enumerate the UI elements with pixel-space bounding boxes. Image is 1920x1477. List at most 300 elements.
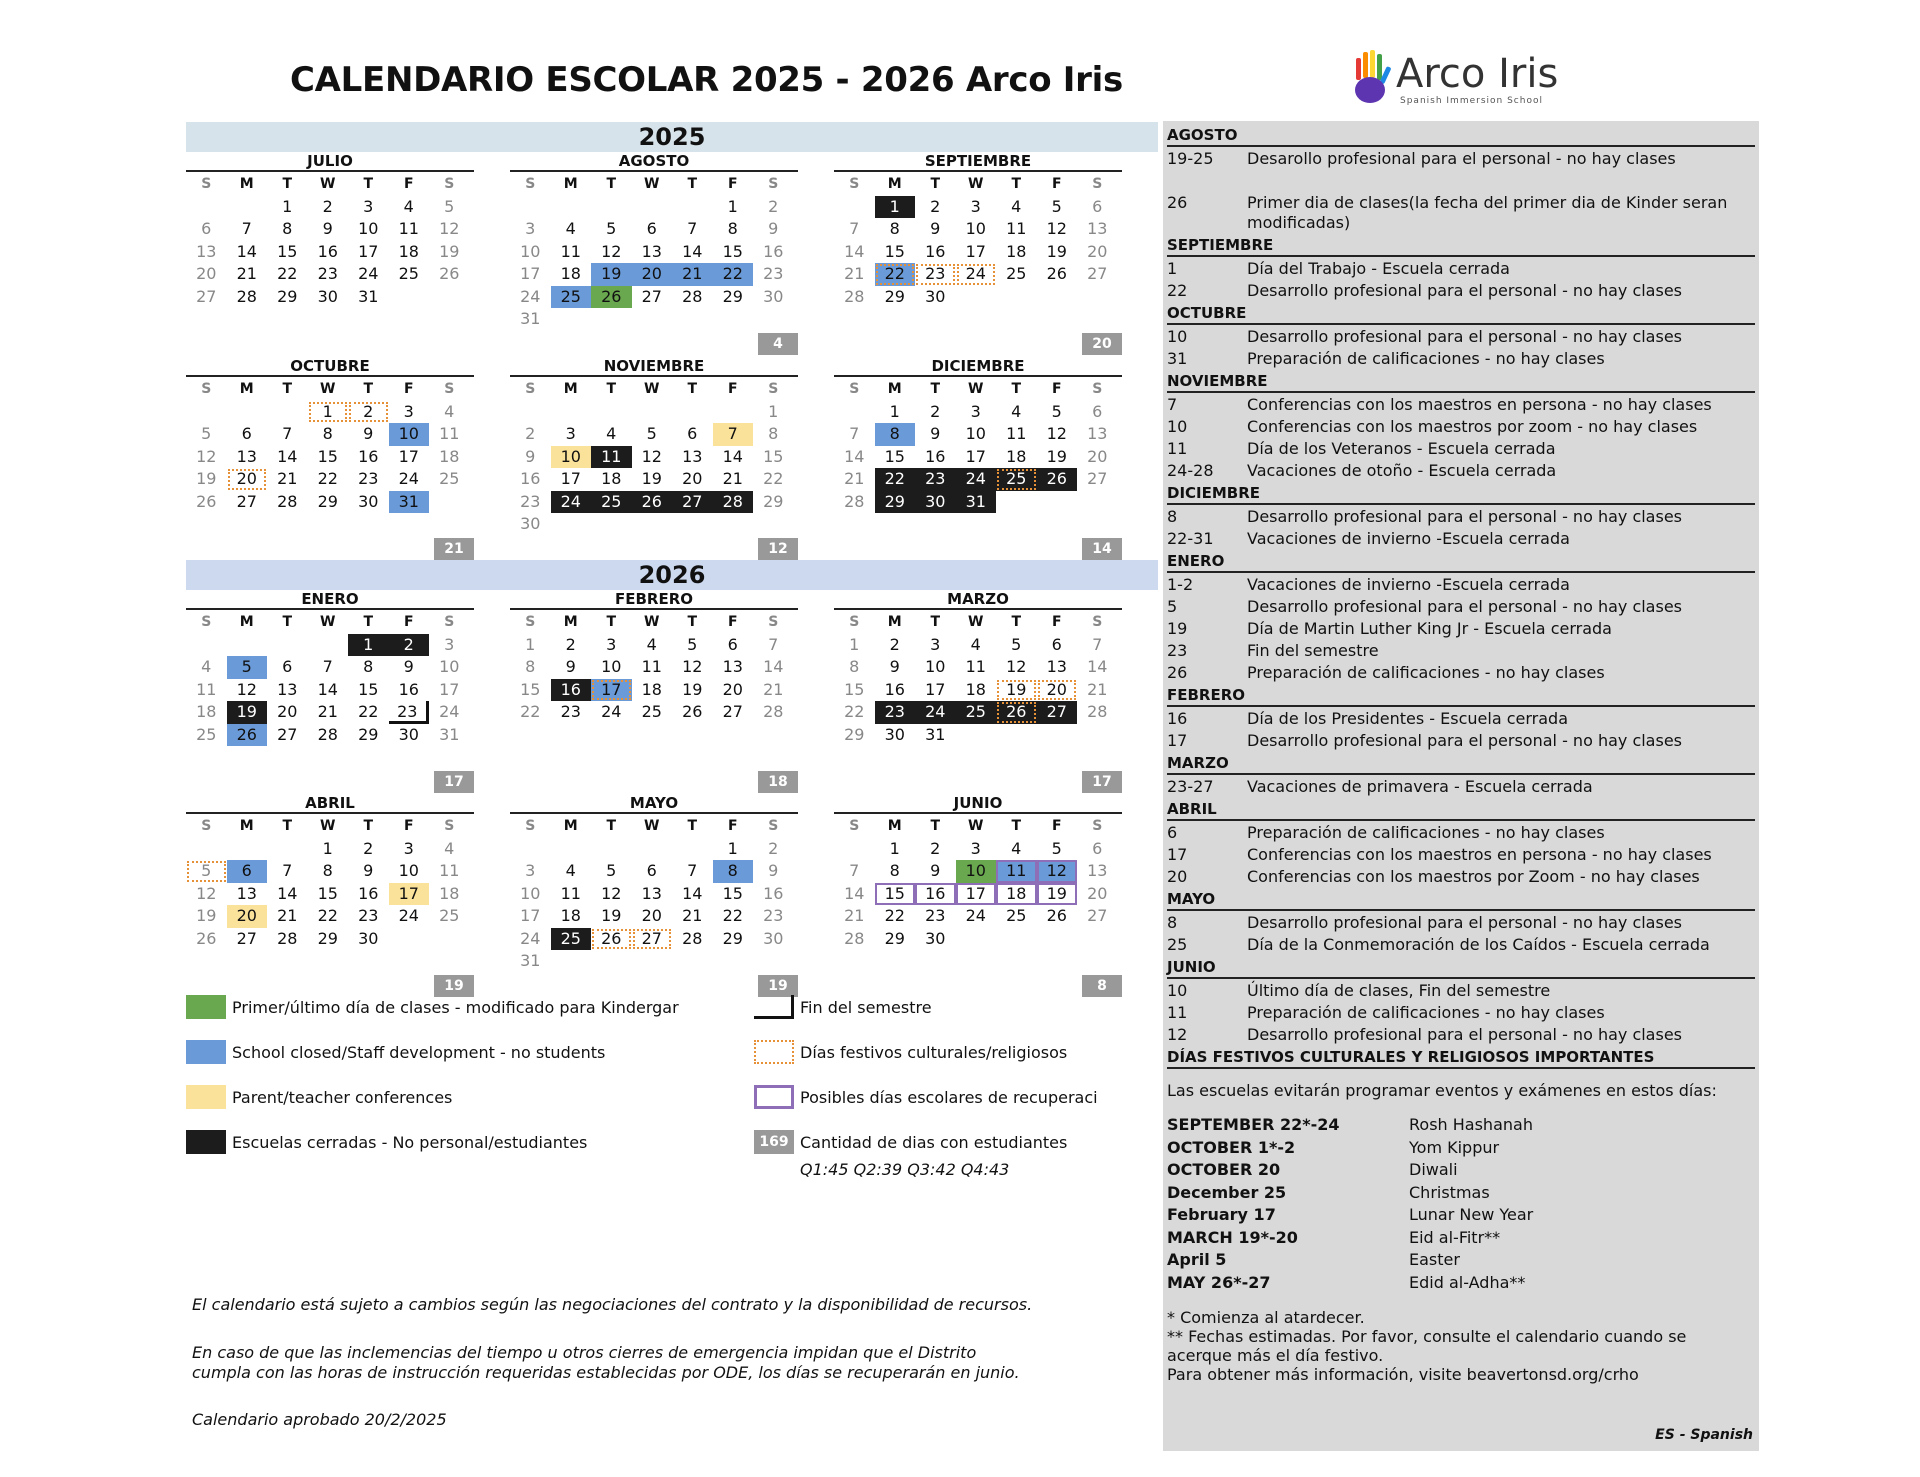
day-cell: 20 [277,702,298,721]
event-row [1167,663,1755,683]
month-enero [186,590,474,790]
event-date: 8 [1167,913,1178,932]
day-cell: 27 [632,928,673,951]
empty-cell [510,401,551,424]
day-cell: 13 [196,241,217,261]
events-section-heading: MARZO [1167,753,1755,775]
empty-cell [591,401,632,424]
weekday-header: F [1051,614,1062,630]
day-cell: 13 [236,883,257,903]
day-cell: 12 [439,219,460,238]
event-row [1167,597,1755,617]
day-cell: 1 [525,634,536,654]
day-cell: 18 [965,679,986,699]
day-cell: 9 [889,657,900,676]
day-cell: 3 [970,401,981,421]
day-cell: 9 [525,446,536,466]
weekday-header: F [727,614,738,630]
day-cell: 9 [768,861,779,880]
day-cell: 12 [1037,860,1078,883]
weekday-header: S [849,381,860,397]
event-date: 6 [1167,823,1178,842]
event-row [1167,417,1755,437]
month-noviembre [510,357,798,557]
day-cell: 6 [1092,838,1103,858]
legend-label: Fin del semestre [800,997,932,1017]
holiday-date: OCTOBER 1*-2 [1167,1137,1296,1157]
event-date: 23-27 [1167,777,1214,796]
holiday-row [1167,1272,1755,1295]
month-name: FEBRERO [510,591,798,610]
student-days-badge: 17 [1082,771,1122,793]
weekday-header: T [1011,818,1022,834]
empty-cell [672,196,713,219]
day-cell: 4 [1011,838,1022,858]
weekday-header: S [1092,818,1103,834]
day-cell: 4 [444,838,455,858]
weekday-header: T [1011,614,1022,630]
day-cell: 9 [768,219,779,238]
event-text: Desarrollo profesional para el personal - no hay clases [1247,1025,1682,1044]
student-days-badge: 8 [1082,975,1122,997]
day-cell: 15 [277,241,298,261]
day-cell: 21 [844,469,865,488]
day-cell: 19 [196,906,217,925]
day-cell: 4 [606,424,617,443]
day-cell: 27 [196,286,217,306]
weekday-header: S [201,176,212,192]
day-cell: 4 [201,657,212,676]
event-text: Preparación de calificaciones - no hay clases [1247,663,1605,682]
day-cell: 23 [358,906,379,925]
day-cell: 11 [996,860,1037,883]
day-cell: 11 [641,657,662,676]
weekday-header: S [768,614,779,630]
weekday-header: F [727,818,738,834]
day-cell: 1 [727,838,738,858]
day-cell: 28 [1087,702,1108,721]
event-text: Vacaciones de otoño - Escuela cerrada [1247,461,1557,480]
day-cell: 18 [1006,446,1027,466]
day-cell: 11 [439,424,460,443]
event-row [1167,1025,1755,1045]
day-cell: 6 [646,219,657,238]
day-cell: 9 [930,861,941,880]
weekday-header: W [320,818,336,834]
weekday-header: F [403,818,414,834]
day-cell: 31 [358,286,379,306]
day-cell: 5 [606,219,617,238]
day-cell: 26 [591,286,632,309]
day-cell: 29 [317,928,338,948]
day-cell: 9 [322,219,333,238]
empty-cell [551,838,592,861]
weekday-header: M [563,381,578,397]
day-cell: 28 [844,491,865,511]
day-cell: 10 [398,861,419,880]
holiday-row [1167,1204,1755,1227]
day-cell: 29 [844,724,865,744]
day-cell: 26 [1046,264,1067,283]
weekday-header: F [403,614,414,630]
day-cell: 13 [1087,219,1108,238]
day-cell: 6 [687,424,698,443]
day-cell: 21 [317,702,338,721]
legend-count-badge: 169 [754,1130,794,1154]
day-cell: 11 [398,219,419,238]
empty-cell [227,401,268,424]
student-days-badge: 4 [758,333,798,355]
day-cell: 19 [1046,446,1067,466]
day-cell: 14 [277,883,298,903]
day-cell: 28 [277,928,298,948]
day-cell: 22 [713,263,754,286]
day-cell: 19 [682,679,703,699]
empty-cell [834,196,875,219]
year-banner-2026: 2026 [186,560,1158,590]
day-cell: 2 [389,634,430,657]
day-cell: 13 [641,883,662,903]
event-text: Vacaciones de primavera - Escuela cerrada [1247,777,1593,796]
day-cell: 14 [844,446,865,466]
day-cell: 23 [925,906,946,925]
weekday-header: T [930,176,941,192]
day-cell: 23 [520,491,541,511]
day-cell: 30 [925,286,946,306]
legend-item-staff-development [186,1040,605,1064]
day-cell: 13 [682,446,703,466]
event-date: 20 [1167,867,1188,886]
day-cell: 21 [682,906,703,925]
day-cell: 8 [849,657,860,676]
day-cell: 16 [925,241,946,261]
holiday-date: April 5 [1167,1250,1227,1269]
month-octubre [186,357,474,557]
empty-cell [186,196,227,219]
holiday-row [1167,1114,1755,1137]
month-mayo [510,794,798,994]
day-cell: 1 [282,196,293,216]
day-cell: 30 [925,928,946,948]
weekday-header: M [887,818,902,834]
day-cell: 23 [875,701,916,724]
day-cell: 1 [727,196,738,216]
day-cell: 28 [682,928,703,948]
day-cell: 5 [1051,838,1062,858]
day-cell: 11 [591,446,632,469]
day-cell: 16 [551,679,592,702]
weekday-header: S [525,381,536,397]
day-cell: 14 [682,883,703,903]
events-section-heading: ABRIL [1167,799,1755,821]
day-cell: 29 [722,928,743,948]
events-section-heading: JUNIO [1167,957,1755,979]
day-cell: 22 [884,906,905,925]
weekday-header: S [849,176,860,192]
empty-cell [672,401,713,424]
event-row [1167,1003,1755,1023]
day-cell: 5 [186,860,227,883]
legend-label: Cantidad de dias con estudiantes [800,1132,1068,1152]
day-cell: 25 [439,906,460,925]
empty-cell [510,196,551,219]
day-cell: 29 [277,286,298,306]
holiday-footnote: ** Fechas estimadas. Por favor, consulte el calendario cuando se acerque más el día festivo. [1167,1327,1687,1365]
day-cell: 16 [763,883,784,903]
event-date: 22-31 [1167,529,1214,548]
day-cell: 2 [930,196,941,216]
events-section-heading: SEPTIEMBRE [1167,235,1755,257]
day-cell: 7 [713,423,754,446]
weekday-header: T [930,381,941,397]
day-cell: 6 [1051,634,1062,654]
student-days-badge: 12 [758,538,798,560]
day-cell: 11 [560,883,581,903]
empty-cell [186,634,227,657]
day-cell: 28 [317,724,338,744]
event-date: 8 [1167,507,1178,526]
day-cell: 15 [763,446,784,466]
day-cell: 1 [348,634,389,657]
student-days-badge: 19 [434,975,474,997]
event-text: Preparación de calificaciones - no hay clases [1247,1003,1605,1022]
weekday-header: F [727,381,738,397]
legend-item-closed [186,1130,587,1154]
legend-label: Días festivos culturales/religiosos [800,1042,1068,1062]
event-text: Desarrollo profesional para el personal - no hay clases [1247,327,1682,346]
day-cell: 10 [520,241,541,261]
day-cell: 24 [915,701,956,724]
rainbow-hand-icon [1350,48,1396,108]
day-cell: 24 [551,491,592,514]
day-cell: 3 [525,861,536,880]
empty-cell [551,401,592,424]
weekday-header: M [563,176,578,192]
school-logo [1350,48,1590,114]
day-cell: 22 [520,702,541,721]
day-cell: 30 [317,286,338,306]
day-cell: 11 [1006,424,1027,443]
event-row [1167,913,1755,933]
day-cell: 11 [439,861,460,880]
holiday-date: February 17 [1167,1205,1276,1224]
day-cell: 9 [403,657,414,676]
day-cell: 26 [996,701,1037,724]
day-cell: 11 [965,657,986,676]
day-cell: 23 [560,702,581,721]
day-cell: 31 [439,724,460,744]
event-date: 17 [1167,845,1188,864]
legend-swatch-green [186,995,226,1019]
day-cell: 14 [682,241,703,261]
holiday-row [1167,1227,1755,1250]
weekday-header: S [201,818,212,834]
weekday-header: W [644,614,660,630]
legend-item-student-days [754,1130,1067,1154]
day-cell: 23 [763,264,784,283]
day-cell: 10 [601,657,622,676]
legend-label: Parent/teacher conferences [232,1087,453,1107]
day-cell: 11 [560,241,581,261]
empty-cell [186,838,227,861]
event-text: Último día de clases, Fin del semestre [1247,981,1551,1000]
day-cell: 7 [849,861,860,880]
month-agosto [510,152,798,352]
day-cell: 3 [403,838,414,858]
legend-swatch-purple [754,1085,794,1109]
empty-cell [267,838,308,861]
day-cell: 3 [363,196,374,216]
day-cell: 26 [1046,906,1067,925]
day-cell: 24 [358,264,379,283]
day-cell: 9 [363,861,374,880]
event-date: 12 [1167,1025,1188,1044]
day-cell: 21 [672,263,713,286]
empty-cell [510,838,551,861]
legend-swatch-black [186,1130,226,1154]
day-cell: 31 [925,724,946,744]
day-cell: 13 [277,679,298,699]
events-section-heading: OCTUBRE [1167,303,1755,325]
day-cell: 3 [444,634,455,654]
day-cell: 2 [889,634,900,654]
event-row [1167,349,1755,369]
weekday-header: W [644,818,660,834]
day-cell: 1 [889,401,900,421]
month-name: MARZO [834,591,1122,610]
day-cell: 21 [763,679,784,699]
day-cell: 28 [236,286,257,306]
holiday-footnote: * Comienza al atardecer. [1167,1308,1365,1327]
day-cell: 21 [844,906,865,925]
day-cell: 28 [682,286,703,306]
day-cell: 7 [687,219,698,238]
day-cell: 21 [277,906,298,925]
events-list [1167,125,1755,1384]
day-cell: 18 [439,446,460,466]
day-cell: 22 [763,469,784,488]
day-cell: 27 [641,286,662,306]
day-cell: 18 [196,702,217,721]
holidays-intro: Las escuelas evitarán programar eventos y exámenes en estos días: [1167,1081,1717,1100]
event-text: Desarollo profesional para el personal - no hay clases [1247,149,1676,168]
event-date: 17 [1167,731,1188,750]
day-cell: 27 [722,702,743,721]
legend-item-cultural-holidays [754,1040,1067,1064]
event-date: 19-25 [1167,149,1214,168]
day-cell: 12 [601,241,622,261]
holiday-date: SEPTEMBER 22*-24 [1167,1115,1340,1134]
weekday-header: M [563,818,578,834]
day-cell: 24 [439,702,460,721]
empty-cell [834,838,875,861]
day-cell: 25 [551,928,592,951]
day-cell: 31 [520,309,541,328]
weekday-header: T [606,818,617,834]
event-date: 26 [1167,193,1188,212]
day-cell: 20 [641,906,662,925]
day-cell: 5 [227,656,268,679]
event-date: 25 [1167,935,1188,954]
weekday-header: F [727,176,738,192]
weekday-header: S [444,614,455,630]
day-cell: 24 [956,263,997,286]
day-cell: 25 [996,468,1037,491]
day-cell: 10 [965,424,986,443]
day-cell: 18 [560,906,581,925]
legend-swatch-dotted [754,1040,794,1064]
event-row [1167,981,1755,1001]
weekday-header: W [644,176,660,192]
empty-cell [551,196,592,219]
empty-cell [227,838,268,861]
event-row [1167,777,1755,797]
day-cell: 19 [439,241,460,261]
holiday-row [1167,1159,1755,1182]
weekday-header: W [968,818,984,834]
day-cell: 4 [565,861,576,880]
day-cell: 15 [884,446,905,466]
event-date: 31 [1167,349,1188,368]
weekday-header: S [444,176,455,192]
day-cell: 19 [1037,883,1078,906]
weekday-header: T [687,176,698,192]
day-cell: 8 [889,861,900,880]
day-cell: 3 [565,424,576,443]
quarter-counts: Q1:45 Q2:39 Q3:42 Q4:43 [800,1160,1010,1179]
weekday-header: M [887,614,902,630]
day-cell: 8 [322,424,333,443]
day-cell: 6 [241,424,252,443]
student-days-badge: 21 [434,538,474,560]
day-cell: 14 [844,241,865,261]
day-cell: 10 [956,860,997,883]
day-cell: 29 [763,491,784,511]
day-cell: 26 [439,264,460,283]
events-section-heading: ENERO [1167,551,1755,573]
day-cell: 6 [227,860,268,883]
day-cell: 15 [884,241,905,261]
day-cell: 15 [722,241,743,261]
day-cell: 11 [1006,219,1027,238]
day-cell: 9 [930,219,941,238]
student-days-badge: 20 [1082,333,1122,355]
day-cell: 15 [317,883,338,903]
event-text: Día de los Veteranos - Escuela cerrada [1247,439,1556,458]
event-text: Conferencias con los maestros en persona - no hay clases [1247,395,1712,414]
day-cell: 17 [956,883,997,906]
day-cell: 9 [363,424,374,443]
day-cell: 7 [282,424,293,443]
page-title: CALENDARIO ESCOLAR 2025 - 2026 Arco Iris [290,60,1123,100]
day-cell: 28 [763,702,784,721]
day-cell: 18 [1006,241,1027,261]
day-cell: 18 [641,679,662,699]
day-cell: 27 [277,724,298,744]
day-cell: 7 [687,861,698,880]
event-date: 11 [1167,1003,1188,1022]
day-cell: 21 [844,264,865,283]
event-row [1167,461,1755,481]
day-cell: 7 [768,634,779,654]
day-cell: 26 [196,928,217,948]
day-cell: 17 [520,264,541,283]
day-cell: 14 [1087,657,1108,676]
day-cell: 5 [606,861,617,880]
weekday-header: F [403,176,414,192]
day-cell: 7 [849,219,860,238]
day-cell: 23 [358,469,379,488]
